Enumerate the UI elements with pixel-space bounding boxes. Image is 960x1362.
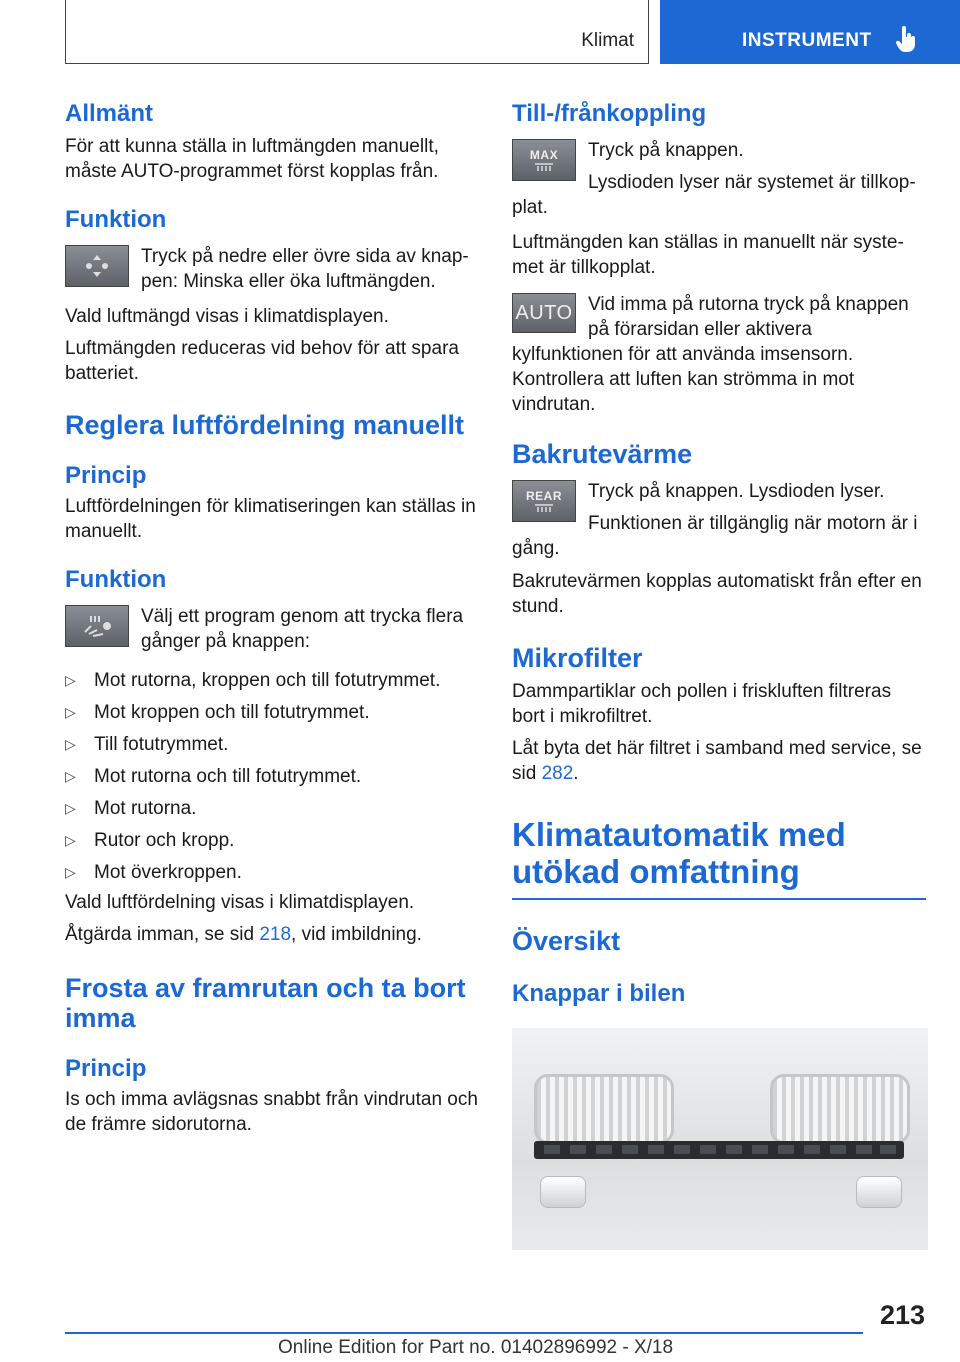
footer-edition: Online Edition for Part no. 01402896992 - X/18 [278,1337,674,1358]
text-lat-post: . [573,763,579,784]
heading-underline [512,898,926,900]
heading-princip-2: Princip [65,1055,147,1082]
list-item: ▷ Mot rutorna, kroppen och till fotutrymmet. [65,668,479,693]
fan-speed-button-icon [65,245,129,287]
list-item: ▷ Mot rutorna och till fotutrymmet. [65,764,479,789]
heading-mikrofilter: Mikrofilter [512,643,643,673]
page-link-282[interactable]: 282 [541,763,574,784]
icon-paragraph-fan [65,244,479,294]
paragraph-lat-byta [512,736,926,786]
heading-funktion-1: Funktion [65,206,167,233]
icon-label-rear: REAR [525,489,562,503]
right-air-vent [770,1074,910,1144]
page-number: 213 [880,1300,926,1330]
left-rotary-knob [540,1176,586,1208]
heading-knappar: Knappar i bilen [512,980,686,1007]
icon-label-max: MAX [529,148,559,162]
chapter-title: INSTRUMENT [742,30,872,51]
paragraph-vald-luftfordelning: Vald luftfördelning visas i klimatdisplayen. [65,892,415,913]
icon-paragraph-max [512,138,926,220]
icon-paragraph-auto [512,292,926,417]
section-title: Klimat [581,30,634,51]
heading-oversikt: Översikt [512,926,621,956]
paragraph-princip-2: Is och imma avlägsnas snabbt från vindrutan och de främre sidorutorna. [65,1089,478,1135]
hand-pointer-icon [896,26,918,52]
list-item: ▷ Mot överkroppen. [65,860,479,885]
icon-paragraph-distribution [65,604,479,654]
auto-button-icon: AUTO [512,293,576,333]
paragraph-funktion-1: Tryck på nedre eller övre sida av knap-pen: Minska eller öka luftmängden. [141,246,469,292]
heading-klimatautomatik: Klimatautomatik med utökad omfattning [512,816,846,890]
right-rotary-knob [856,1176,902,1208]
paragraph-funktion-2: Välj ett program genom att trycka flera gånger på knappen: [141,606,464,652]
paragraph-allmant: För att kunna ställa in luftmängden manuellt, måste AUTO-programmet först kopplas från. [65,136,439,182]
paragraph-vid-imma: Vid imma på rutorna tryck på knappen på förarsidan eller aktivera kylfunktionen för att använda imsensorn. Kontrollera att luften kan strömma in mot vindrutan. [512,294,909,415]
heading-reglera: Reglera luftfördelning manuellt [65,410,465,440]
heading-allmant: Allmänt [65,100,154,127]
distribution-list [65,668,479,885]
max-defrost-button-icon [512,139,576,181]
rear-defrost-button-icon [512,480,576,522]
text-lat-pre: Låt byta det här filtret i samband med service, se sid [512,738,922,784]
list-item: ▷ Mot rutorna. [65,796,479,821]
icon-paragraph-rear [512,479,926,561]
left-air-vent [534,1074,674,1144]
header-chapter-tab[interactable] [660,0,960,64]
paragraph-vald-luftmangd: Vald luftmängd visas i klimatdisplayen. [65,306,389,327]
header-section-box [65,0,649,64]
text-atgarda-pre: Åtgärda imman, se sid [65,924,260,945]
paragraph-funktionen: Funktionen är tillgänglig när motorn är i gång. [512,513,918,559]
list-item: ▷ Till fotutrymmet. [65,732,479,757]
list-item: ▷ Rutor och kropp. [65,828,479,853]
paragraph-tryck-1: Tryck på knappen. [588,140,744,161]
paragraph-damm: Dammpartiklar och pollen i friskluften filtreras bort i mikrofiltret. [512,681,892,727]
paragraph-tryck-2: Tryck på knappen. Lysdioden lyser. [588,481,885,502]
text-atgarda-post: , vid imbildning. [291,924,422,945]
heading-frosta: Frosta av framrutan och ta bort imma [65,973,466,1033]
air-distribution-button-icon [65,605,129,647]
page-link-218[interactable]: 218 [259,924,292,945]
paragraph-bakrutevarmen: Bakrutevärmen kopplas automatiskt från efter en stund. [512,571,922,617]
paragraph-atgarda [65,922,479,947]
heading-bakrutevarme: Bakrutevärme [512,439,693,469]
heading-funktion-2: Funktion [65,566,167,593]
paragraph-princip-1: Luftfördelningen för klimatiseringen kan ställas in manuellt. [65,496,476,542]
right-column [512,100,926,1250]
list-item: ▷ Mot kroppen och till fotutrymmet. [65,700,479,725]
left-column [65,100,479,1137]
paragraph-luftmangden: Luftmängden kan ställas in manuellt när syste-met är tillkopplat. [512,232,904,278]
paragraph-reduceras: Luftmängden reduceras vid behov för att spara batteriet. [65,338,459,384]
heading-princip-1: Princip [65,462,147,489]
paragraph-lysdioden: Lysdioden lyser när systemet är tillkop-plat. [512,172,916,218]
heading-till-fran: Till-/frånkoppling [512,100,707,127]
footer-rule [65,1332,863,1334]
climate-button-strip [534,1141,904,1159]
climate-panel-photo [512,1028,928,1250]
